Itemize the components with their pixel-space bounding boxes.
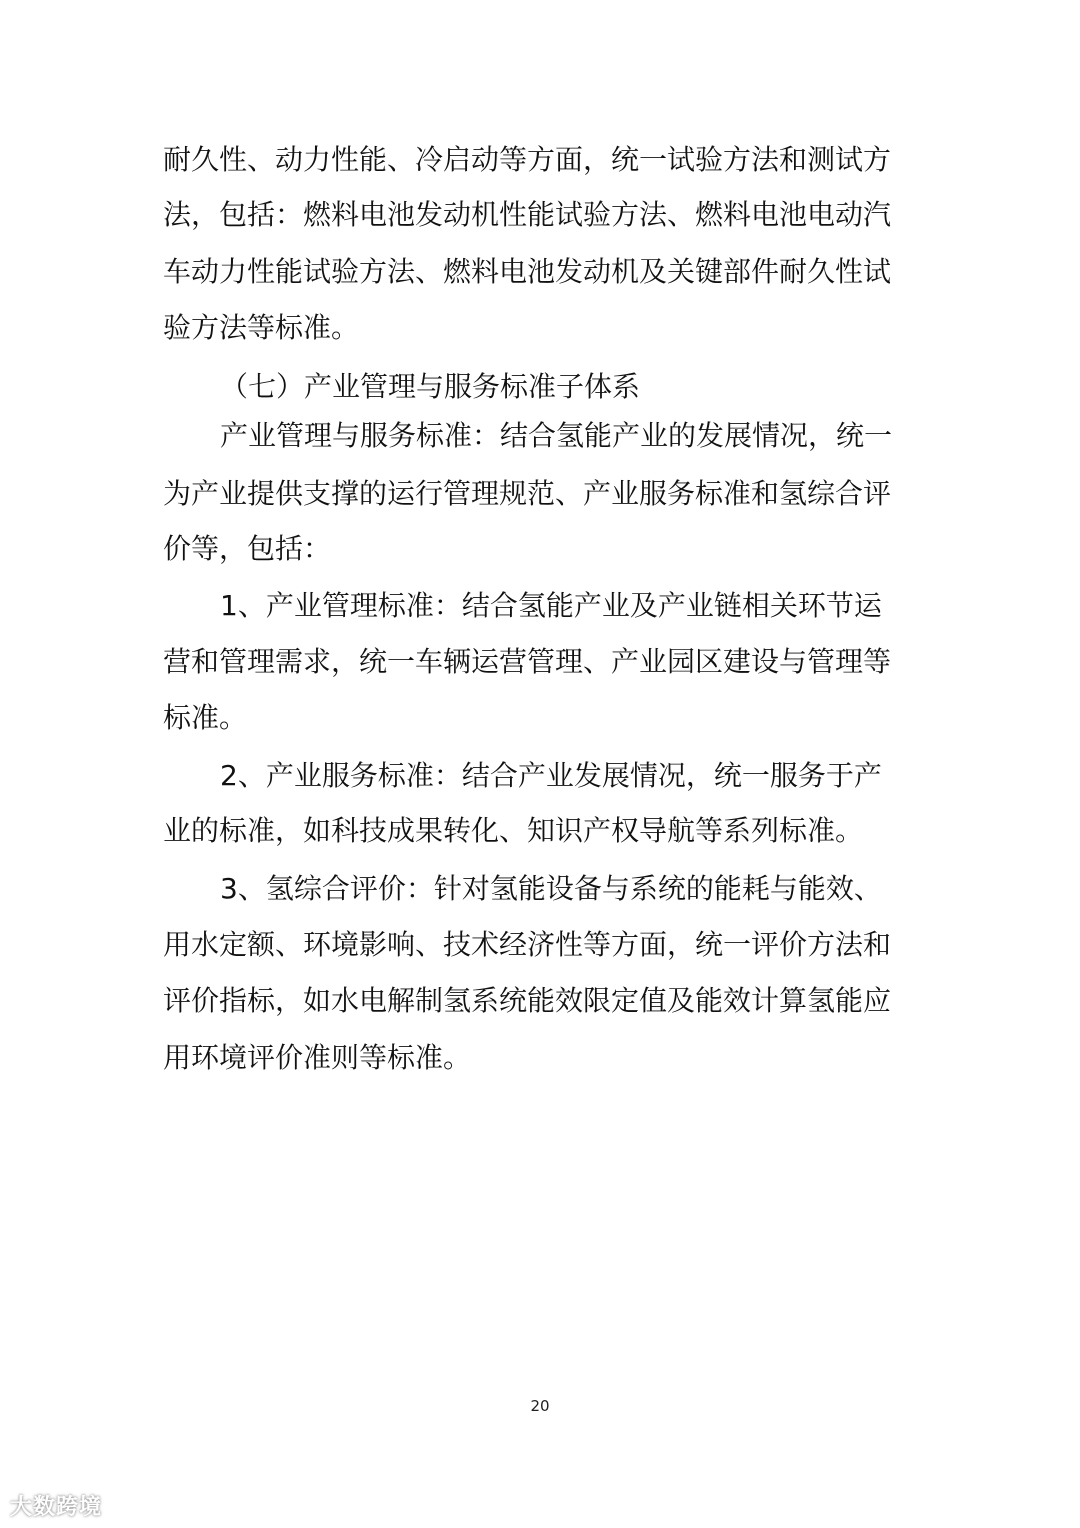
paragraph-line: 评价指标，如水电解制氢系统能效限定值及能效计算氢能应 [163, 984, 892, 1017]
watermark-logo: 大数跨境 [10, 1495, 103, 1520]
paragraph-line: 价等，包括： [163, 532, 332, 565]
paragraph-line: 业的标准，如科技成果转化、知识产权导航等系列标准。 [163, 814, 864, 847]
paragraph-line: 3、氢综合评价：针对氢能设备与系统的能耗与能效、 [220, 872, 882, 905]
paragraph-line: 标准。 [163, 701, 248, 734]
section-heading: （七）产业管理与服务标准子体系 [220, 370, 641, 403]
paragraph-line: 营和管理需求，统一车辆运营管理、产业园区建设与管理等 [163, 645, 892, 678]
paragraph-line: 法，包括：燃料电池发动机性能试验方法、燃料电池电动汽 [163, 198, 892, 231]
paragraph-line: 产业管理与服务标准：结合氢能产业的发展情况，统一 [220, 419, 893, 452]
paragraph-line: 用水定额、环境影响、技术经济性等方面，统一评价方法和 [163, 928, 892, 961]
page-number: 20 [530, 1397, 550, 1415]
paragraph-line: 验方法等标准。 [163, 311, 360, 344]
paragraph-line: 耐久性、动力性能、冷启动等方面，统一试验方法和测试方 [163, 143, 892, 176]
paragraph-line: 车动力性能试验方法、燃料电池发动机及关键部件耐久性试 [163, 255, 892, 288]
paragraph-line: 用环境评价准则等标准。 [163, 1041, 472, 1074]
paragraph-line: 为产业提供支撑的运行管理规范、产业服务标准和氢综合评 [163, 477, 892, 510]
paragraph-line: 1、产业管理标准：结合氢能产业及产业链相关环节运 [220, 589, 882, 622]
paragraph-line: 2、产业服务标准：结合产业发展情况，统一服务于产 [220, 759, 882, 792]
